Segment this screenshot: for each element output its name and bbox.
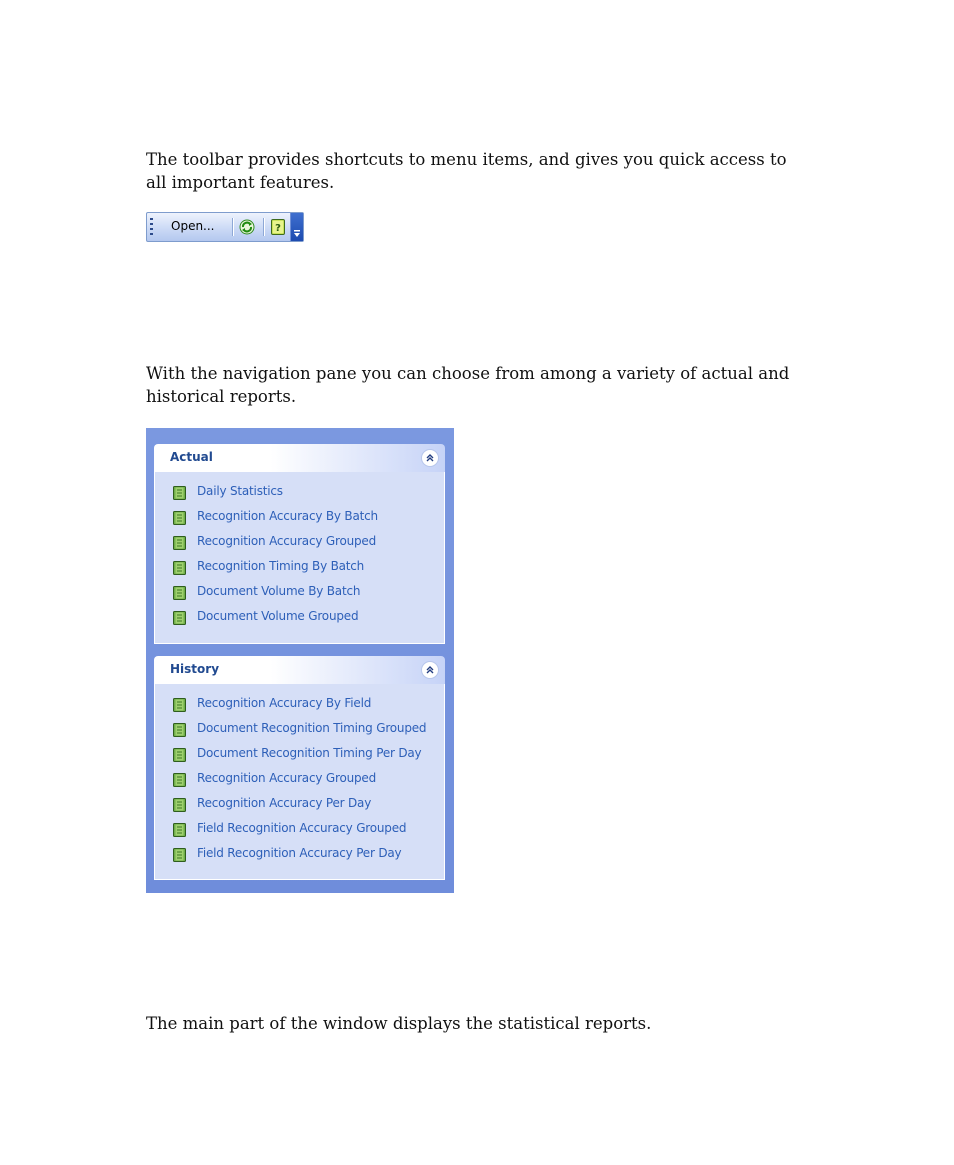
collapse-icon[interactable] [421,661,439,679]
svg-text:?: ? [275,223,281,234]
report-item-label: Daily Statistics [197,484,283,498]
report-item-label: Document Volume By Batch [197,584,361,598]
report-item-label: Recognition Accuracy Grouped [197,771,377,785]
report-item[interactable] [155,482,444,507]
group-actual [154,444,445,644]
report-item-label: Recognition Timing By Batch [197,559,365,573]
report-icon [173,847,186,861]
report-icon [173,747,186,761]
report-item-label: Recognition Accuracy Grouped [197,534,377,548]
group-header-history[interactable] [154,656,445,684]
report-item[interactable] [155,532,444,557]
group-header-actual[interactable] [154,444,445,472]
report-item[interactable] [155,744,444,769]
report-item[interactable] [155,607,444,632]
refresh-icon[interactable] [239,219,255,235]
report-icon [173,797,186,811]
collapse-icon[interactable] [421,449,439,467]
report-item-label: Field Recognition Accuracy Per Day [197,846,402,860]
report-item[interactable] [155,719,444,744]
report-item-label: Document Recognition Timing Per Day [197,746,422,760]
report-icon [173,822,186,836]
report-item-label: Recognition Accuracy Per Day [197,796,372,810]
toolbar-grip[interactable] [150,218,153,236]
report-item[interactable] [155,694,444,719]
toolbar-separator [232,218,234,236]
report-item[interactable] [155,819,444,844]
report-item[interactable] [155,794,444,819]
report-icon [173,722,186,736]
toolbar-separator [263,218,265,236]
report-item-label: Recognition Accuracy By Batch [197,509,378,523]
chevron-down-icon[interactable] [290,213,303,241]
group-history [154,656,445,880]
report-icon [173,535,186,549]
report-item-label: Field Recognition Accuracy Grouped [197,821,407,835]
report-item-label: Recognition Accuracy By Field [197,696,372,710]
report-item[interactable] [155,769,444,794]
report-item[interactable] [155,507,444,532]
group-body-actual [154,472,445,644]
report-item[interactable] [155,582,444,607]
navigation-pane [146,428,454,893]
toolbar-description: The toolbar provides shortcuts to menu items, and gives you quick access to all important features. [146,150,787,192]
report-icon [173,697,186,711]
report-item-label: Document Recognition Timing Grouped [197,721,427,735]
group-title: Actual [170,450,213,464]
report-icon [173,772,186,786]
main-area-description: The main part of the window displays the statistical reports. [146,1014,652,1033]
group-body-history [154,684,445,880]
report-item[interactable] [155,557,444,582]
help-icon[interactable] [271,219,285,235]
group-title: History [170,662,220,676]
report-item-label: Document Volume Grouped [197,609,359,623]
open-button[interactable]: Open... [171,219,215,233]
report-icon [173,510,186,524]
report-item[interactable] [155,844,444,869]
report-icon [173,560,186,574]
report-icon [173,585,186,599]
toolbar [146,212,304,242]
navigation-description: With the navigation pane you can choose from among a variety of actual and historical reports. [146,364,790,406]
report-icon [173,610,186,624]
report-icon [173,485,186,499]
